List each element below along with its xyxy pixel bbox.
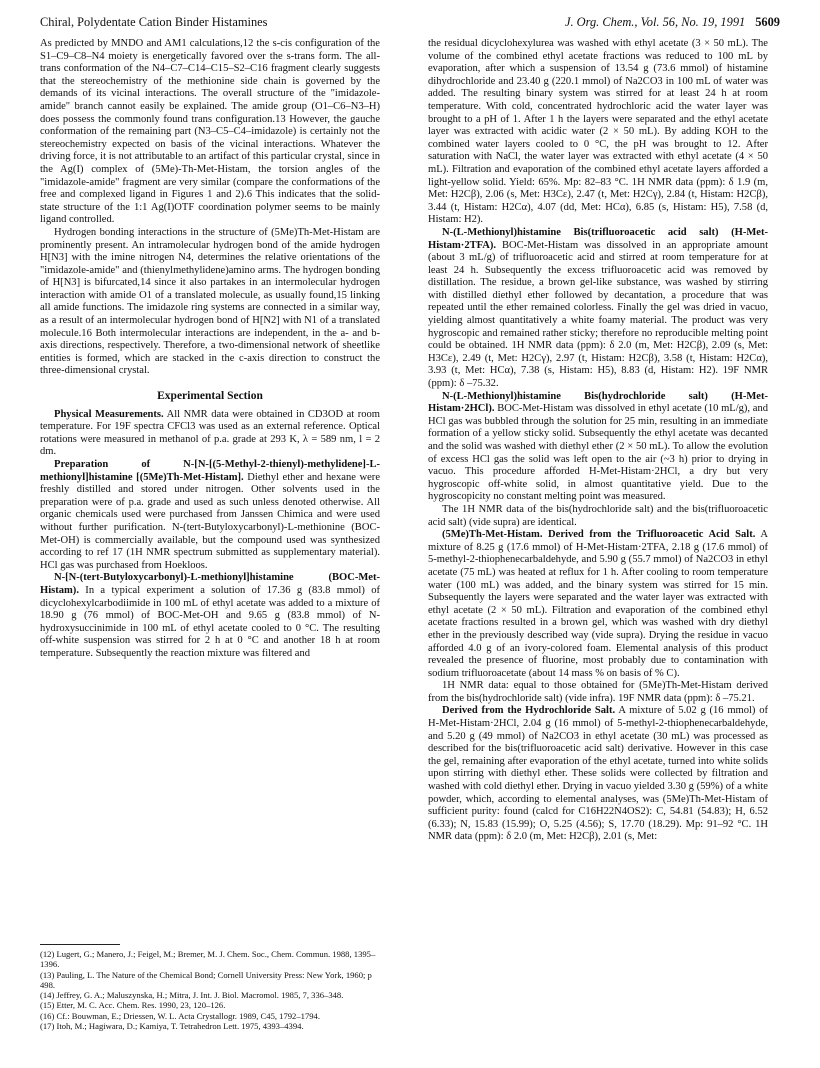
paragraph <box>428 705 768 844</box>
run-in-heading: Preparation of N-[N-[(5-Methyl-2-thienyl)-methylidene]-L-methionyl]histamine [(5Me)Th-Met-Histam]. <box>40 459 380 483</box>
reference: (15) Etter, M. C. Acc. Chem. Res. 1990, 23, 120–126. <box>40 1000 226 1011</box>
paragraph <box>40 409 380 459</box>
run-in-heading: Derived from the Hydrochloride Salt. <box>442 705 616 717</box>
paragraph-body: BOC-Met-Histam was dissolved in ethyl acetate (10 mL/g), and HCl gas was bubbled through the solution for 25 min, resulting in an immediate formation of a yellow sticky solid. Subsequently the ethyl acetate was decanted and the solid was washed with diethyl ether (2 × 50 mL). To allow the evolution of excess HCl gas the solid was left open to the air (~3 h) prior to drying in vacuo. This procedure afforded H-Met-Histam·2HCl, a dry but very hygroscopic off-white solid, in almost quantitative yield. Due to the hygroscopicity no constant melting point was measured. <box>428 403 768 503</box>
paragraph: 1H NMR data: equal to those obtained for (5Me)Th-Met-Histam derived from the bis(hydrochloride salt) (vide infra). 19F NMR data (ppm): δ –75.21. <box>428 680 768 704</box>
reference: (12) Lugert, G.; Manero, J.; Feigel, M.; Bremer, M. J. Chem. Soc., Chem. Commun. 1988, 1395–1396. <box>40 949 376 970</box>
reference: (14) Jeffrey, G. A.; Maluszynska, H.; Mitra, J. Int. J. Biol. Macromol. 1985, 7, 336–348. <box>40 990 344 1001</box>
footnote-rule <box>40 944 120 945</box>
page-number: 5609 <box>755 15 780 29</box>
paragraph-body: BOC-Met-Histam was dissolved in an appropriate amount (about 3 mL/g) of trifluoroacetic acid and stirred at room temperature for at least 24 h. Subsequently the excess trifluoroacetic acid was removed by distillation. The residue, a brown gel-like substance, was washed by stirring with distilled diethyl ether followed by decantation, a procedure that was repeated until the ether remained colorless. Finally the gel was dried in vacuo, yielding almost quantitatively a white foamy material. The product was very hygroscopic and remained rather sticky; therefore no reproducible melting point could be obtained. 1H NMR data (ppm): δ 2.0 (m, Met: H2Cβ), 2.09 (s, Met: H3Cε), 2.49 (t, Met: H2Cγ), 2.97 (t, Histam: H2Cβ), 3.58 (t, Histam: H2Cα), 3.93 (t, Met: HCα), 7.38 (s, Histam: H5), 8.83 (d, Histam: H2). 19F NMR (ppm): δ –75.32. <box>428 239 768 390</box>
run-in-heading: N-(L-Methionyl)histamine Bis(trifluoroacetic acid salt) (H-Met-Histam·2TFA). <box>428 226 768 251</box>
paragraph: The 1H NMR data of the bis(hydrochloride salt) and the bis(trifluoroacetic acid salt) (vide supra) are identical. <box>428 503 768 528</box>
paragraph <box>428 529 768 680</box>
journal-ref: J. Org. Chem., Vol. 56, No. 19, 1991 <box>564 15 746 29</box>
run-in-heading: Physical Measurements. <box>54 408 164 420</box>
paragraph <box>428 227 768 391</box>
running-header <box>40 15 780 35</box>
section-title: Experimental Section <box>157 390 263 403</box>
right-column <box>428 38 768 844</box>
paragraph-body: A mixture of 8.25 g (17.6 mmol) of H-Met-Histam·2TFA, 2.18 g (17.6 mmol) of 5-methyl-2-thiophenecarbaldehyde, and 5.90 g (55.7 mmol) of Na2CO3 in ethyl acetate (75 mL) was heated at reflux for 1 h. After cooling to room temperature water (100 mL) was added, and the binary system was stirred for 15 min. Subsequently the layers were separated and the water layer was extracted with ethyl acetate (2 × 50 mL). Filtration and evaporation of the combined ethyl acetate fractions resulted in a brown gel, which was washed with dry diethyl ether in the previously described way (vide supra). Drying the residue in vacuo afforded 4.0 g of an ivory-colored foam. Elemental analysis of this product revealed the presence of fluorine, most probably due to contamination with sodium trifluoroacetate (about 14 mass % on basis of % C). <box>428 529 769 679</box>
run-in-heading: N-(L-Methionyl)histamine Bis(hydrochloride salt) (H-Met-Histam·2HCl). <box>428 390 768 415</box>
run-in-heading: N-[N-(tert-Butyloxycarbonyl)-L-methionyl]histamine (BOC-Met-Histam). <box>40 572 380 596</box>
paragraph-body: All NMR data were obtained in CD3OD at room temperature. For 19F spectra CFCl3 was used as an external reference. Optical rotations were measured in methanol of p.a. grade at 293 K, λ = 589 nm, l = 2 dm. <box>40 408 380 458</box>
paragraph: As predicted by MNDO and AM1 calculations,12 the s-cis configuration of the S1–C9–C8–N4 moiety is energetically favored over the s-trans form. The all-trans conformation of the N4–C7–C14–C15–S2–C16 fragment clearly suggests that the stereochemistry of the methionine side chain is governed by the demands of its vicinal interactions. The overall structure of the "imidazole-amide" branch cannot easily be explained. The amide group (O1–C6–N3–H) does possess the commonly found trans configuration.13 However, the gauche conformation of the remaining part (N3–C5–C4–imidazole) is certainly not the stereochemistry expected on basis of the vicinal interactions. Whatever the driving force, it is not attributable to an artifact of this particular crystal, since in the Ag(I) complex of (5Me)-Th-Met-Histam, the torsion angles of the "imidazole-amide" fragment are very similar (compare the conformations of the free and complexed ligand in Figures 1 and 2).6 This indicates that the solid-state structure of the 1:1 Ag(I)OTF coordination polymer seems to be mainly ligand controlled. <box>40 38 380 226</box>
left-column <box>40 38 380 661</box>
paragraph: the residual dicyclohexylurea was washed with ethyl acetate (3 × 50 mL). The volume of the combined ethyl acetate fractions was reduced to 100 mL by evaporation, after which a suspension of 13.54 g (73.6 mmol) of histamine dihydrochloride and 23.40 g (220.1 mmol) of Na2CO3 in 100 mL of water was added. The resulting binary system was stirred for at least 24 h at room temperature. With cold, concentrated hydrochloric acid the water layer was brought to a pH of 1. After 1 h the layers were separated and the ethyl acetate layer was extracted with acidic water (2 × 50 mL). By adding KOH to the combined water layers cooled to 0 °C, the pH was brought to 12. After saturation with NaCl, the water layer was extracted with ethyl acetate (4 × 50 mL). Filtration and evaporation of the combined ethyl acetate layers afforded a light-yellow solid. Yield: 65%. Mp: 82–83 °C. 1H NMR data (ppm): δ 1.9 (m, Met: H2Cβ), 2.06 (s, Met: H3Cε), 2.47 (t, Met: H2Cγ), 2.84 (t, Histam: H2Cβ), 3.44 (t, Histam: H2Cα), 4.07 (dd, Met: HCα), 6.85 (s, Histam: H5), 7.58 (d, Histam: H2). <box>428 38 768 226</box>
paragraph <box>40 459 380 572</box>
paragraph-body: Diethyl ether and hexane were freshly distilled and stored under nitrogen. Other solvents used in the preparation were of p.a. grade and used as such unless denoted otherwise. All organic chemicals used were purchased from Janssen Chimica and were used without further purification. N-(tert-Butyloxycarbonyl)-L-methionine (BOC-Met-OH) is commercially available, but the compound used was synthesized according to ref 17 (1H NMR spectrum submitted as supplementary material). HCl gas was purchased from Hoekloos. <box>40 471 380 571</box>
reference: (17) Itoh, M.; Hagiwara, D.; Kamiya, T. Tetrahedron Lett. 1975, 4393–4394. <box>40 1021 304 1032</box>
reference: (16) Cf.: Bouwman, E.; Driessen, W. L. Acta Crystallogr. 1989, C45, 1792–1794. <box>40 1010 320 1021</box>
paragraph: Hydrogen bonding interactions in the structure of (5Me)Th-Met-Histam are prominently present. An intramolecular hydrogen bond of the amide hydrogen H[N3] with the imine nitrogen N4, determines the relative orientations of the "imidazole-amide" and (thienylmethylidene)amino arms. The hydrogen bonding of H[N3] is bifurcated,14 since it also partakes in an intermolecular hydrogen interaction with amide O1 of a translated molecule, as usually found,15 linking all amide functions. The imidazole ring systems are connected in a similar way, as a result of an intermolecular hydrogen bond of H[N2] with N1 of a translated molecule.16 Both intermolecular interactions are independent, in the a- and b-axis directions, respectively. Therefore, a two-dimensional network of sheetlike entities is formed, which are stacked in the c-axis direction to construct the three-dimensional crystal. <box>40 226 380 377</box>
reference: (13) Pauling, L. The Nature of the Chemical Bond; Cornell University Press: New York, 1960; p 498. <box>40 969 372 990</box>
journal-citation <box>565 15 780 30</box>
paragraph <box>40 572 380 660</box>
paragraph-body: In a typical experiment a solution of 17.36 g (83.8 mmol) of dicyclohexylcarbodiimide in 100 mL of ethyl acetate was added to a mixture of 18.90 g (76 mmol) of BOC-Met-OH and 9.65 g (83.8 mmol) of N-hydroxysuccinimide in 100 mL of ethyl acetate cooled to 0 °C. The resulting off-white suspension was stirred for 2 h at 0 °C and another 18 h at room temperature. Subsequently the reaction mixture was filtered and <box>40 584 380 659</box>
paragraph-body: A mixture of 5.02 g (16 mmol) of H-Met-Histam·2HCl, 2.04 g (16 mmol) of 5-methyl-2-thiophenecarbaldehyde, and 5.20 g (49 mmol) of Na2CO3 in ethyl acetate (30 mL) was processed as described for the bis(trifluoroacetic acid salt) derivative. However in this case the gel, remaining after evaporation of the ethyl acetate, turned into white solids upon stirring with diethyl ether. These solids were collected by filtration and washed with cold diethyl ether. Drying in vacuo yielded 3.30 g (59%) of a white powder, which, according to elemental analyses, was (5Me)Th-Met-Histam of sufficient purity: found (calcd for C16H22N4OS2): C, 54.81 (54.83); H, 6.52 (6.33); N, 15.83 (15.99); O, 5.25 (4.56); S, 17.70 (18.29). Mp: 91–92 °C. 1H NMR data (ppm): δ 2.0 (m, Met: H2Cβ), 2.01 (s, Met: <box>428 705 768 843</box>
paragraph <box>428 391 768 504</box>
footnotes <box>40 944 380 1031</box>
running-title: Chiral, Polydentate Cation Binder Histamines <box>40 15 268 29</box>
run-in-heading: (5Me)Th-Met-Histam. Derived from the Trifluoroacetic Acid Salt. <box>442 529 756 541</box>
